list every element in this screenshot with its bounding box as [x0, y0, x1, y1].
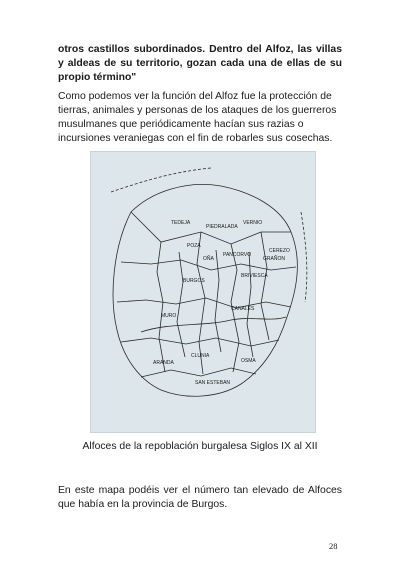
label-briviesca: BRIVIESCA [241, 273, 268, 279]
label-poza: POZA [187, 243, 201, 249]
label-san-esteban: SAN ESTEBAN [195, 380, 231, 386]
map-drawing [91, 152, 315, 432]
label-tedeja: TEDEJA [171, 220, 191, 226]
label-vernio: VERNIO [243, 220, 263, 226]
label-muro: MURO [161, 313, 177, 319]
label-ona: OÑA [203, 256, 214, 262]
page-number: 28 [329, 541, 338, 551]
label-cerezo: CEREZO [269, 248, 290, 254]
label-granon: GRAÑON [263, 256, 285, 262]
label-piedralada: PIEDRALADA [206, 224, 238, 230]
province-outline [113, 184, 297, 396]
alfoces-map-figure [90, 151, 316, 433]
label-canales: CANALES [231, 306, 255, 312]
figure-caption: Alfoces de la repoblación burgalesa Siglos IX al XII [82, 441, 318, 452]
label-clunia: CLUNIA [191, 353, 210, 359]
intro-paragraph: Como podemos ver la función del Alfoz fue la protección de tierras, animales y personas de los ataques de los guerreros musulmanes que periódicamente hacían sus razias o incursiones veraniegas con el fin de robarles sus cosechas. [58, 91, 337, 144]
quote-paragraph: otros castillos subordinados. Dentro del Alfoz, las villas y aldeas de su territorio, gozan cada una de ellas de su propio término" [58, 44, 342, 83]
label-burgos: BURGOS [183, 278, 205, 284]
label-osma: OSMA [241, 358, 256, 364]
closing-paragraph: En este mapa podéis ver el número tan elevado de Alfoces que había en la provincia de Burgos. [58, 485, 342, 510]
label-aranda: ARANDA [153, 360, 174, 366]
label-pancorvo: PANCORVO [223, 252, 252, 258]
